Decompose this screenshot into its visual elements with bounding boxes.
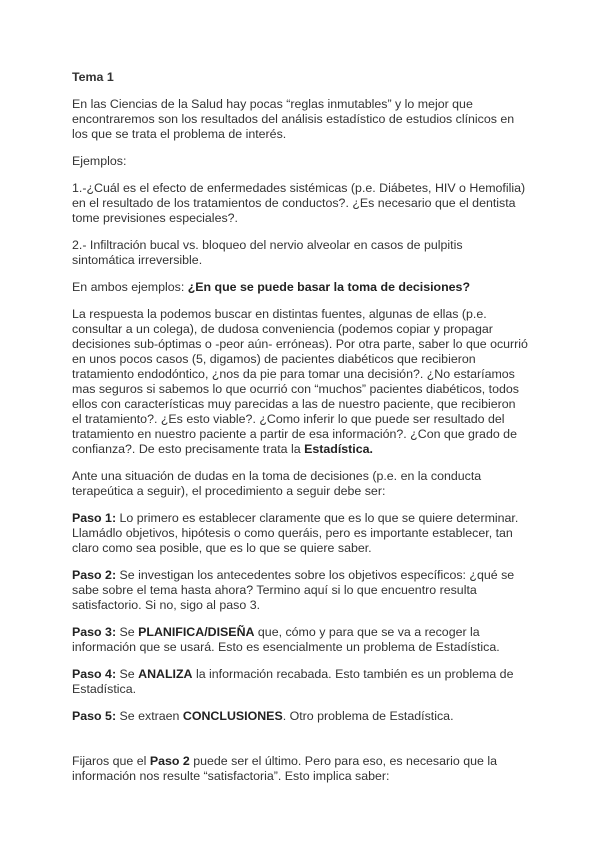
step-keyword: CONCLUSIONES [182, 709, 283, 723]
step-text: Se [116, 625, 139, 639]
step-1 [72, 511, 528, 556]
both-prefix: En ambos ejemplos: [72, 280, 188, 294]
step-text-after: que, cómo y para que se va a recoger la información que se usará. Esto es esencialmente un problema de Estadística. [72, 625, 500, 654]
step-5 [72, 709, 528, 724]
step-text-after: . Otro problema de Estadística. [282, 709, 454, 723]
example-2: 2.- Infiltración bucal vs. bloqueo del nervio alveolar en casos de pulpitis sintomática irreversible. [72, 238, 463, 267]
situation-paragraph: Ante una situación de dudas en la toma de decisiones (p.e. en la conducta terapeútica a seguir), el procedimiento a seguir debe ser: [72, 469, 482, 498]
step-keyword: PLANIFICA/DISEÑA [138, 625, 255, 639]
step-label: Paso 5: [72, 709, 117, 723]
statistics-term: Estadística. [304, 442, 373, 456]
step-text-after: la información recabada. Esto también es un problema de Estadística. [72, 667, 514, 696]
step-label: Paso 4: [72, 667, 117, 681]
step-2 [72, 568, 528, 613]
step-label: Paso 1: [72, 511, 117, 525]
both-examples-paragraph [72, 280, 528, 295]
closing-paragraph [72, 754, 528, 784]
response-text: La respuesta la podemos buscar en distintas fuentes, algunas de ellas (p.e. consultar a un colega), de dudosa conveniencia (podemos copiar y propagar decisiones sub-óptimas o -peor aún- erróneas). Por otra parte, saber lo que ocurrió en unos pocos casos (5, digamos) de pacientes diabéticos que recibieron tratamiento endodóntico, ¿nos da pie para tomar una decisión?. ¿No estaríamos mas seguros si sabemos lo que ocurrió con “muchos” pacientes diabéticos, todos ellos con características muy parecidas a las de nuestro paciente, que recibieron el tratamiento?. ¿Es esto viable?. ¿Como inferir lo que puede ser resultado del tratamiento en nuestro paciente a partir de esa información?. ¿Con que grado de confianza?. De esto precisamente trata la [72, 307, 528, 456]
intro-paragraph: En las Ciencias de la Salud hay pocas “reglas inmutables” y lo mejor que encontraremos son los resultados del análisis estadístico de estudios clínicos en los que se trata el problema de interés. [72, 97, 515, 141]
step-text: Se extraen [116, 709, 183, 723]
example-1: 1.-¿Cuál es el efecto de enfermedades sistémicas (p.e. Diábetes, HIV o Hemofilia) en el resultado de los tratamientos de conductos?. ¿Es necesario que el dentista tome previsiones especiales?. [72, 181, 526, 225]
step-label: Paso 3: [72, 625, 117, 639]
response-paragraph [72, 307, 528, 457]
decision-question: ¿En que se puede basar la toma de decisiones? [187, 280, 471, 294]
step-4 [72, 667, 528, 697]
step-text: Se investigan los antecedentes sobre los objetivos específicos: ¿qué se sabe sobre el tema hasta ahora? Termino aquí si lo que encuentro resulta satisfactorio. Si no, sigo al paso 3. [72, 568, 515, 612]
step-keyword: ANALIZA [138, 667, 193, 681]
step-text: Se [116, 667, 139, 681]
examples-label: Ejemplos: [72, 154, 127, 168]
spacer [72, 736, 528, 754]
page-title: Tema 1 [72, 70, 114, 84]
step-text: Lo primero es establecer claramente que es lo que se quiere determinar. Llamádlo objetivos, hipótesis o como queráis, pero es importante establecer, tan claro como sea posible, que es lo que se quiere saber. [72, 511, 519, 555]
step-label: Paso 2: [72, 568, 117, 582]
closing-text: Fijaros que el [72, 754, 150, 768]
closing-keyword: Paso 2 [149, 754, 190, 768]
closing-text-after: puede ser el último. Pero para eso, es necesario que la información nos resulte “satisfactoria”. Esto implica saber: [72, 754, 497, 783]
step-3 [72, 625, 528, 655]
